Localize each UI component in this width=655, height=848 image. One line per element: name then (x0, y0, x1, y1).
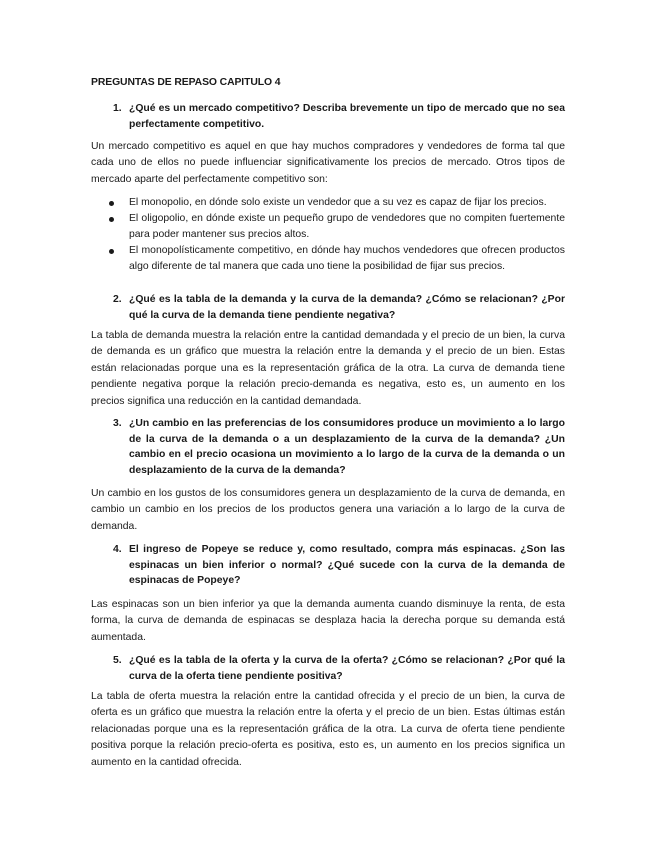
question-5 (91, 653, 565, 684)
bullet-icon (109, 201, 114, 206)
question-text: ¿Qué es la tabla de la demanda y la curva de la demanda? ¿Cómo se relacionan? ¿Por qué la curva de la demanda tiene pendiente negativa? (129, 294, 565, 321)
answer-5: La tabla de oferta muestra la relación entre la cantidad ofrecida y el precio de un bien, la curva de oferta es un gráfico que muestra la relación entre la oferta y el precio de un bien. Estas últimas están relacionadas porque una es la representación gráfica de la otra. La curva de oferta tiene pendiente positiva porque la relación precio-oferta es positiva, esto es, un aumento en los precios significa un aumento en la cantidad ofrecida. (91, 691, 565, 768)
bullet-list (91, 195, 565, 275)
list-item (91, 195, 565, 211)
list-item-text: El monopolio, en dónde solo existe un vendedor que a su vez es capaz de fijar los precios. (129, 197, 547, 208)
list-item (91, 211, 565, 243)
question-number: 3. (113, 418, 122, 429)
question-number: 5. (113, 655, 122, 666)
question-text: ¿Qué es un mercado competitivo? Describa brevemente un tipo de mercado que no sea perfectamente competitivo. (129, 103, 565, 130)
list-item (91, 243, 565, 275)
question-3 (91, 416, 565, 478)
bullet-icon (109, 249, 114, 254)
bullet-icon (109, 217, 114, 222)
list-item-text: El monopolísticamente competitivo, en dónde hay muchos vendedores que ofrecen productos algo diferente de tal manera que cada uno tiene la posibilidad de fijar sus precios. (129, 245, 565, 272)
list-item-text: El oligopolio, en dónde existe un pequeño grupo de vendedores que no compiten fuertemente para poder mantener sus precios altos. (129, 213, 565, 240)
answer-3: Un cambio en los gustos de los consumidores genera un desplazamiento de la curva de demanda, en cambio un cambio en los precios de los productos genera una variación a lo largo de la curva de demanda. (91, 488, 565, 532)
question-number: 1. (113, 103, 122, 114)
question-2 (91, 292, 565, 323)
question-4 (91, 542, 565, 589)
question-number: 4. (113, 544, 122, 555)
question-1 (91, 101, 565, 132)
page-title: PREGUNTAS DE REPASO CAPITULO 4 (91, 77, 281, 88)
answer-1: Un mercado competitivo es aquel en que hay muchos compradores y vendedores de forma tal que cada uno de ellos no puede influenciar significativamente los precios de mercado. Otros tipos de mercado aparte del perfectamente competitivo son: (91, 141, 565, 185)
answer-2: La tabla de demanda muestra la relación entre la cantidad demandada y el precio de un bien, la curva de demanda es un gráfico que muestra la relación entre la demanda y el precio de un bien. Estas están relacionadas porque una es la representación gráfica de la otra. La curva de demanda tiene pendiente negativa porque la relación precio-demanda es negativa, esto es, un aumento en los precios significa una reducción en la cantidad demandada. (91, 330, 565, 407)
question-number: 2. (113, 294, 122, 305)
question-text: ¿Un cambio en las preferencias de los consumidores produce un movimiento a lo largo de la curva de la demanda o a un desplazamiento de la curva de la demanda? ¿Un cambio en el precio ocasiona un movimiento a lo largo de la curva de la demanda o un desplazamiento de la curva de la demanda? (129, 418, 565, 476)
question-text: ¿Qué es la tabla de la oferta y la curva de la oferta? ¿Cómo se relacionan? ¿Por qué la curva de la oferta tiene pendiente positiva? (129, 655, 565, 682)
answer-4: Las espinacas son un bien inferior ya que la demanda aumenta cuando disminuye la renta, de esta forma, la curva de demanda de espinacas se desplaza hacia la derecha porque su demanda está aumentada. (91, 599, 565, 643)
question-text: El ingreso de Popeye se reduce y, como resultado, compra más espinacas. ¿Son las espinacas un bien inferior o normal? ¿Qué sucede con la curva de la demanda de espinacas de Popeye? (129, 544, 565, 586)
